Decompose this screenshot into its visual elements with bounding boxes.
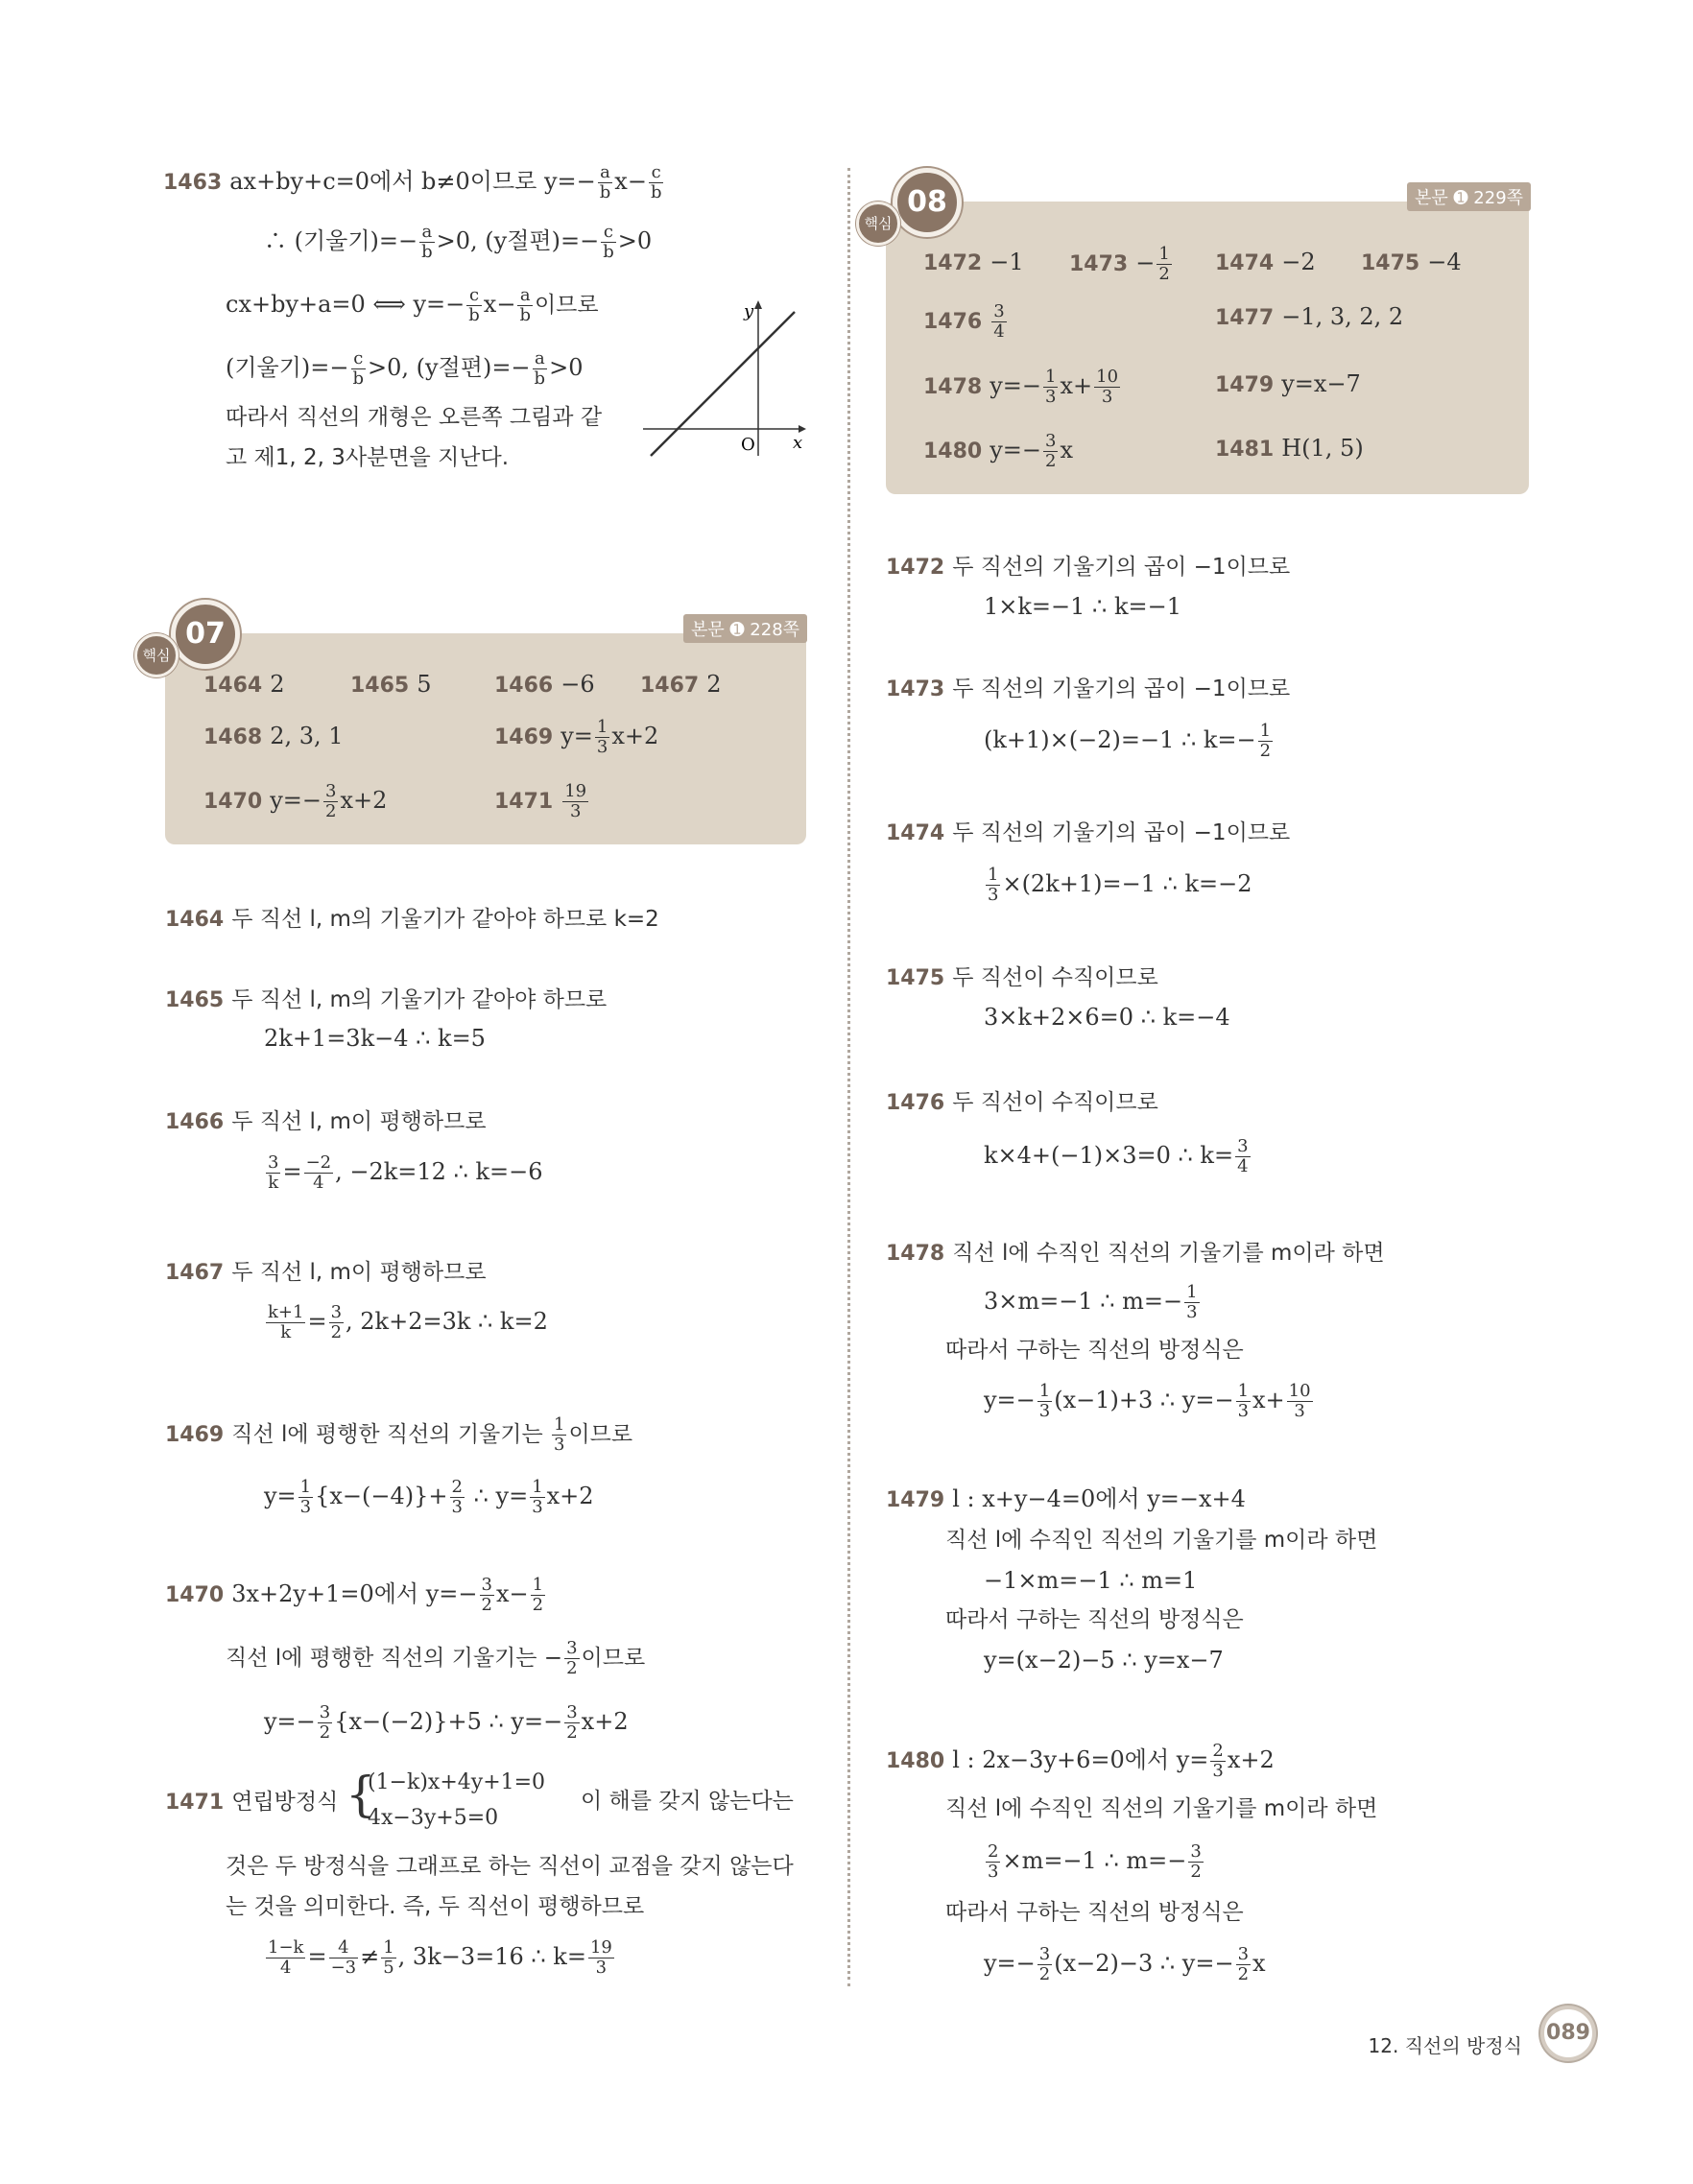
solution-1479-text: 1479 l : x+y−4=0에서 y=−x+4 [886, 1485, 1246, 1512]
problem-1463-line6: 고 제1, 2, 3사분면을 지난다. [226, 445, 510, 470]
solution-1472-text: 1472 두 직선의 기울기의 곱이 −1이므로 [886, 555, 1291, 580]
solution-1474-eq: $\frac{1}{3}$ ×(2k+1)=−1 ∴ k=−2 [988, 865, 1252, 905]
answer-1480: 1480 y=− $\frac{3}{2}$ x [923, 431, 1074, 471]
x-axis-arrow [799, 425, 806, 433]
solution-1466-text: 1466 두 직선 l, m이 평행하므로 [165, 1109, 487, 1134]
answer-1472: 1472 −1 [923, 249, 1024, 275]
fraction: $\frac{c}{b}$ [468, 285, 480, 325]
answer-1467: 1467 2 [640, 671, 722, 698]
solution-1473-text: 1473 두 직선의 기울기의 곱이 −1이므로 [886, 677, 1291, 701]
problem-1463-line4: (기울기)=− $\frac{c}{b}$ >0, (y절편)=− $\frac{a}{b}$ >0 [226, 348, 584, 389]
problem-1463-line3: cx+by+a=0 ⟺ y=− $\frac{c}{b}$ x− $\frac{a}{b}$ 이므로 [226, 285, 599, 325]
solution-1472-eq: 1×k=−1 ∴ k=−1 [984, 593, 1181, 620]
origin-label: O [741, 435, 755, 455]
solution-1479-text3: 따라서 구하는 직선의 방정식은 [945, 1607, 1244, 1632]
answer-1476: 1476 $\frac{3}{4}$ [923, 301, 1005, 342]
answer-1475: 1475 −4 [1361, 249, 1462, 275]
solution-1470-line2: 직선 l에 평행한 직선의 기울기는 − $\frac{3}{2}$ 이므로 [226, 1638, 646, 1678]
solution-1470-line1: 1470 3x+2y+1=0에서 y=− $\frac{3}{2}$ x− $\frac{1}{2}$ [165, 1575, 544, 1615]
answer-1473: 1473 − $\frac{1}{2}$ [1069, 244, 1170, 284]
solution-1469-text: 1469 직선 l에 평행한 직선의 기울기는 $\frac{1}{3}$ 이므로 [165, 1414, 633, 1455]
problem-1463-line1: 1463 ax+by+c=0에서 b≠0이므로 y=− $\frac{a}{b}$ x− $\frac{c}{b}$ [163, 162, 662, 202]
solution-1480-text2: 직선 l에 수직인 직선의 기울기를 m이라 하면 [945, 1796, 1378, 1821]
line-graph-figure [633, 293, 816, 465]
x-axis-label: x [793, 433, 803, 453]
solution-1465-text: 1465 두 직선 l, m의 기울기가 같아야 하므로 [165, 987, 608, 1012]
solution-1465-eq: 2k+1=3k−4 ∴ k=5 [264, 1025, 486, 1052]
answer-1478: 1478 y=− $\frac{1}{3}$ x+ $\frac{10}{3}$ [923, 367, 1119, 407]
problem-1463-line2: ∴ (기울기)=− $\frac{a}{b}$ >0, (y절편)=− $\frac{c}{b}$ >0 [264, 222, 653, 262]
column-divider [847, 168, 850, 1986]
page-reference: 본문 ➊ 229쪽 [1407, 182, 1531, 211]
solution-1464: 1464 두 직선 l, m의 기울기가 같아야 하므로 k=2 [165, 907, 659, 932]
solution-1480-eq2: y=− $\frac{3}{2}$ (x−2)−3 ∴ y=− $\frac{3}{2}$ x [984, 1944, 1266, 1984]
answer-1481: 1481 H(1, 5) [1215, 435, 1364, 462]
answer-1468: 1468 2, 3, 1 [203, 723, 344, 749]
solution-1480-text3: 따라서 구하는 직선의 방정식은 [945, 1900, 1244, 1925]
fraction: $\frac{a}{b}$ [599, 162, 611, 202]
fraction: $\frac{a}{b}$ [421, 222, 433, 262]
solution-1471-line1: 1471 연립방정식 [165, 1790, 339, 1815]
graph-line [651, 312, 795, 456]
solution-1480-text: 1480 l : 2x−3y+6=0에서 y= $\frac{2}{3}$ x+2 [886, 1741, 1275, 1781]
problem-1463-line5: 따라서 직선의 개형은 오른쪽 그림과 같 [226, 405, 603, 430]
system-equation-1: (1−k)x+4y+1=0 [368, 1770, 546, 1794]
problem-number: 1463 [163, 171, 223, 195]
page-number: 089 [1540, 2006, 1596, 2061]
answer-1465: 1465 5 [350, 671, 432, 698]
answer-1479: 1479 y=x−7 [1215, 370, 1361, 397]
solution-1467-text: 1467 두 직선 l, m이 평행하므로 [165, 1260, 487, 1285]
fraction: $\frac{c}{b}$ [650, 162, 662, 202]
fraction: $\frac{a}{b}$ [519, 285, 531, 325]
solution-1478-eq2: y=− $\frac{1}{3}$ (x−1)+3 ∴ y=− $\frac{1}{3}$ x+ $\frac{10}{3}$ [984, 1381, 1311, 1421]
solution-1471-line2: 것은 두 방정식을 그래프로 하는 직선이 교점을 갖지 않는다 [226, 1854, 794, 1879]
solution-1476-eq: k×4+(−1)×3=0 ∴ k= $\frac{3}{4}$ [984, 1136, 1249, 1176]
solution-1476-text: 1476 두 직선이 수직이므로 [886, 1090, 1158, 1115]
solution-1474-text: 1474 두 직선의 기울기의 곱이 −1이므로 [886, 820, 1291, 845]
solution-1473-eq: (k+1)×(−2)=−1 ∴ k=− $\frac{1}{2}$ [984, 721, 1272, 761]
solution-1469-eq: y= $\frac{1}{3}$ {x−(−4)}+ $\frac{2}{3}$ ∴ y= $\frac{1}{3}$ x+2 [264, 1477, 594, 1517]
solution-1479-eq2: y=(x−2)−5 ∴ y=x−7 [984, 1647, 1224, 1674]
y-axis-label: y [744, 301, 754, 321]
system-brace: { [346, 1767, 376, 1822]
solution-1479-eq1: −1×m=−1 ∴ m=1 [984, 1567, 1198, 1594]
system-equation-2: 4x−3y+5=0 [368, 1806, 499, 1830]
core-tag: 핵심 [856, 202, 900, 246]
page-reference: 본문 ➊ 228쪽 [683, 614, 807, 643]
solution-1471-line3: 는 것을 의미한다. 즉, 두 직선이 평행하므로 [226, 1894, 645, 1919]
solution-1478-text: 1478 직선 l에 수직인 직선의 기울기를 m이라 하면 [886, 1241, 1385, 1266]
solution-1480-eq1: $\frac{2}{3}$ ×m=−1 ∴ m=− $\frac{3}{2}$ [988, 1841, 1202, 1882]
solution-1466-eq: $\frac{3}{k}$ = $\frac{-2}{4}$ , −2k=12 ∴ k=−6 [268, 1152, 543, 1193]
answer-1469: 1469 y= $\frac{1}{3}$ x+2 [494, 717, 659, 757]
section-badge-07: 07 [171, 600, 240, 669]
solution-1470-line3: y=− $\frac{3}{2}$ {x−(−2)}+5 ∴ y=− $\frac{3}{2}$ x+2 [264, 1702, 629, 1743]
answer-1471: 1471 $\frac{19}{3}$ [494, 781, 587, 821]
answer-1474: 1474 −2 [1215, 249, 1316, 275]
solution-1471-line1-end: 이 해를 갖지 않는다는 [581, 1789, 794, 1814]
fraction: $\frac{a}{b}$ [534, 348, 546, 389]
fraction: $\frac{c}{b}$ [352, 348, 365, 389]
answer-1466: 1466 −6 [494, 671, 595, 698]
solution-1467-eq: $\frac{k+1}{k}$ = $\frac{3}{2}$ , 2k+2=3k ∴ k=2 [268, 1302, 548, 1342]
solution-1475-text: 1475 두 직선이 수직이므로 [886, 965, 1158, 990]
y-axis-arrow [754, 300, 762, 309]
core-tag: 핵심 [134, 633, 179, 677]
chapter-title: 12. 직선의 방정식 [1368, 2034, 1522, 2057]
answer-1464: 1464 2 [203, 671, 285, 698]
solution-1479-text2: 직선 l에 수직인 직선의 기울기를 m이라 하면 [945, 1528, 1378, 1553]
solution-1475-eq: 3×k+2×6=0 ∴ k=−4 [984, 1004, 1230, 1031]
answer-1470: 1470 y=− $\frac{3}{2}$ x+2 [203, 781, 388, 821]
solution-1478-eq1: 3×m=−1 ∴ m=− $\frac{1}{3}$ [984, 1282, 1198, 1322]
answer-1477: 1477 −1, 3, 2, 2 [1215, 303, 1404, 330]
section-badge-08: 08 [893, 168, 962, 237]
solution-1471-eq: $\frac{1-k}{4}$ = $\frac{4}{-3}$ ≠ $\frac{1}{5}$ , 3k−3=16 ∴ k= $\frac{19}{3}$ [268, 1937, 612, 1978]
fraction: $\frac{c}{b}$ [603, 222, 614, 262]
solution-1478-text2: 따라서 구하는 직선의 방정식은 [945, 1338, 1244, 1363]
